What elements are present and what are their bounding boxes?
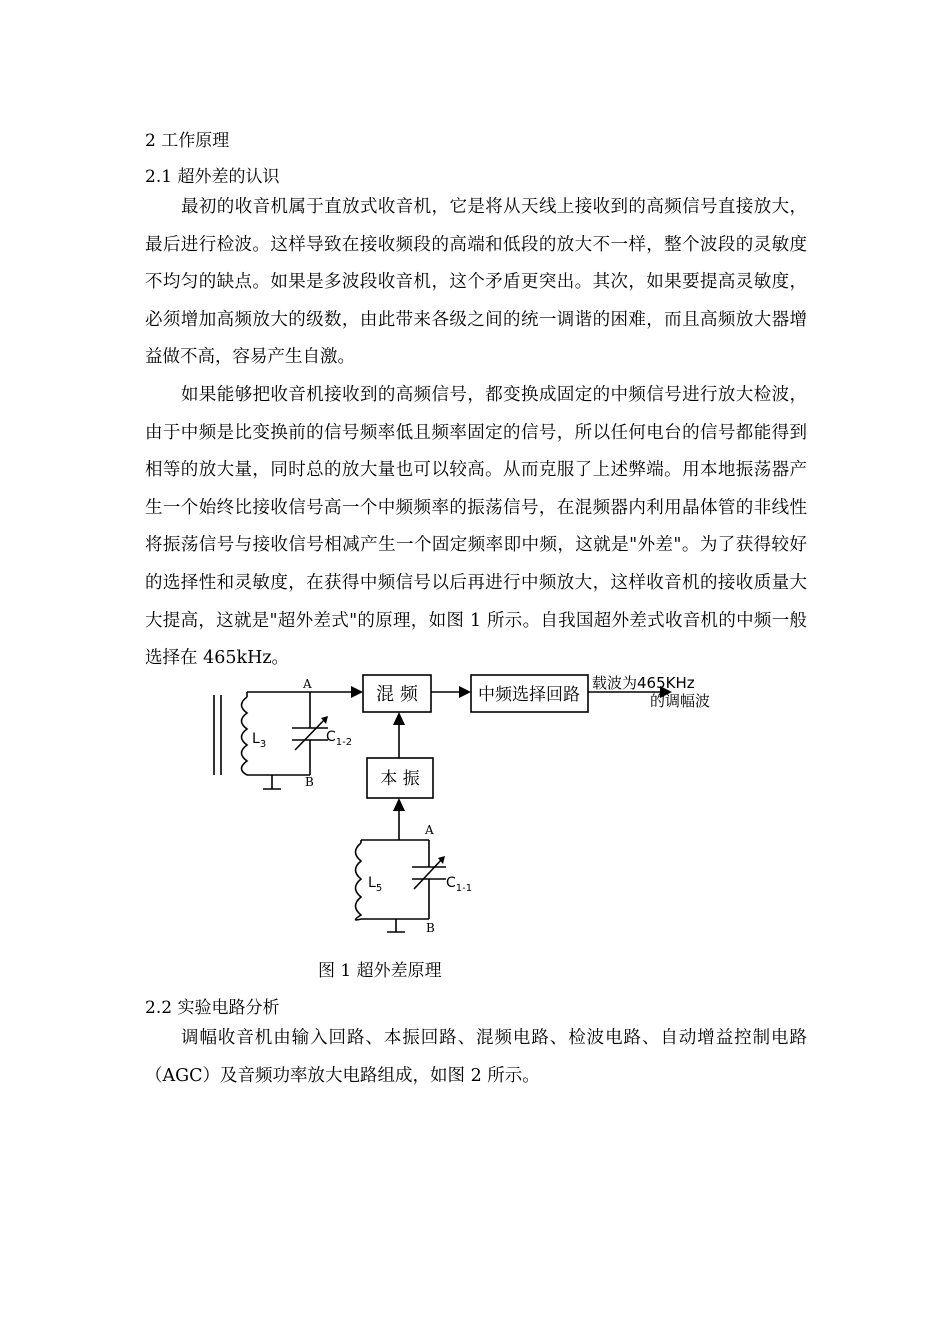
c12-label: $C_{1-2}$ xyxy=(326,729,353,748)
output-label-line2: 的调幅波 xyxy=(650,692,711,710)
l5-label: $L_5$ xyxy=(368,875,383,894)
arrow-to-mixer xyxy=(351,686,363,698)
subsection-heading-2-1: 2.1 超外差的认识 xyxy=(145,167,280,187)
node-a-label: A xyxy=(303,677,312,691)
coil-l5 xyxy=(356,843,362,920)
if-filter-label: 中频选择回路 xyxy=(478,685,580,705)
figure-caption: 图 1 超外差原理 xyxy=(318,961,442,981)
paragraph-1: 最初的收音机属于直放式收音机，它是将从天线上接收到的高频信号直接放大，最后进行检波。这样导致在接收频段的高端和低段的放大不一样，整个波段的灵敏度不均匀的缺点。如果是多波段收音机，这个矛盾更突出。其次，如果要提高灵敏度，必须增加高频放大的级数，由此带来各级之间的统一调谐的困难，而且高频放大器增益做不高，容易产生自激。 xyxy=(145,197,807,368)
section-heading: 2 工作原理 xyxy=(145,131,230,151)
node-b-label: B xyxy=(426,921,435,935)
arrow-to-if-filter xyxy=(459,686,471,698)
arrow-to-mixer-from-osc xyxy=(393,712,405,725)
coil-l3 xyxy=(242,697,248,775)
output-label-line1: 载波为465KHz xyxy=(592,674,695,692)
subsection-heading-2-2: 2.2 实验电路分析 xyxy=(145,998,280,1018)
paragraph-3: 调幅收音机由输入回路、本振回路、混频电路、检波电路、自动增益控制电路（AGC）及音频功率放大电路组成，如图 2 所示。 xyxy=(145,1028,807,1086)
l3-label: $L_3$ xyxy=(252,731,267,750)
node-a-label: A xyxy=(425,823,434,837)
node-b-label: B xyxy=(305,775,314,789)
mixer-label: 混 频 xyxy=(376,684,418,705)
oscillator-label: 本 振 xyxy=(380,769,420,789)
paragraph-2: 如果能够把收音机接收到的高频信号，都变换成固定的中频信号进行放大检波，由于中频是比变换前的信号频率低且频率固定的信号，所以任何电台的信号都能得到相等的放大量，同时总的放大量也可以较高。从而克服了上述弊端。用本地振荡器产生一个始终比接收信号高一个中频频率的振荡信号，在混频器内利用晶体管的非线性将振荡信号与接收信号相减产生一个固定频率即中频，这就是"外差"。为了获得较好的选择性和灵敏度，在获得中频信号以后再进行中频放大，这样收音机的接收质量大大提高，这就是"超外差式"的原理，如图 1 所示。自我国超外差式收音机的中频一般选择在 465kHz。 xyxy=(145,385,807,669)
c11-label: $C_{1-1}$ xyxy=(446,875,473,894)
arrow-to-osc xyxy=(393,798,405,811)
